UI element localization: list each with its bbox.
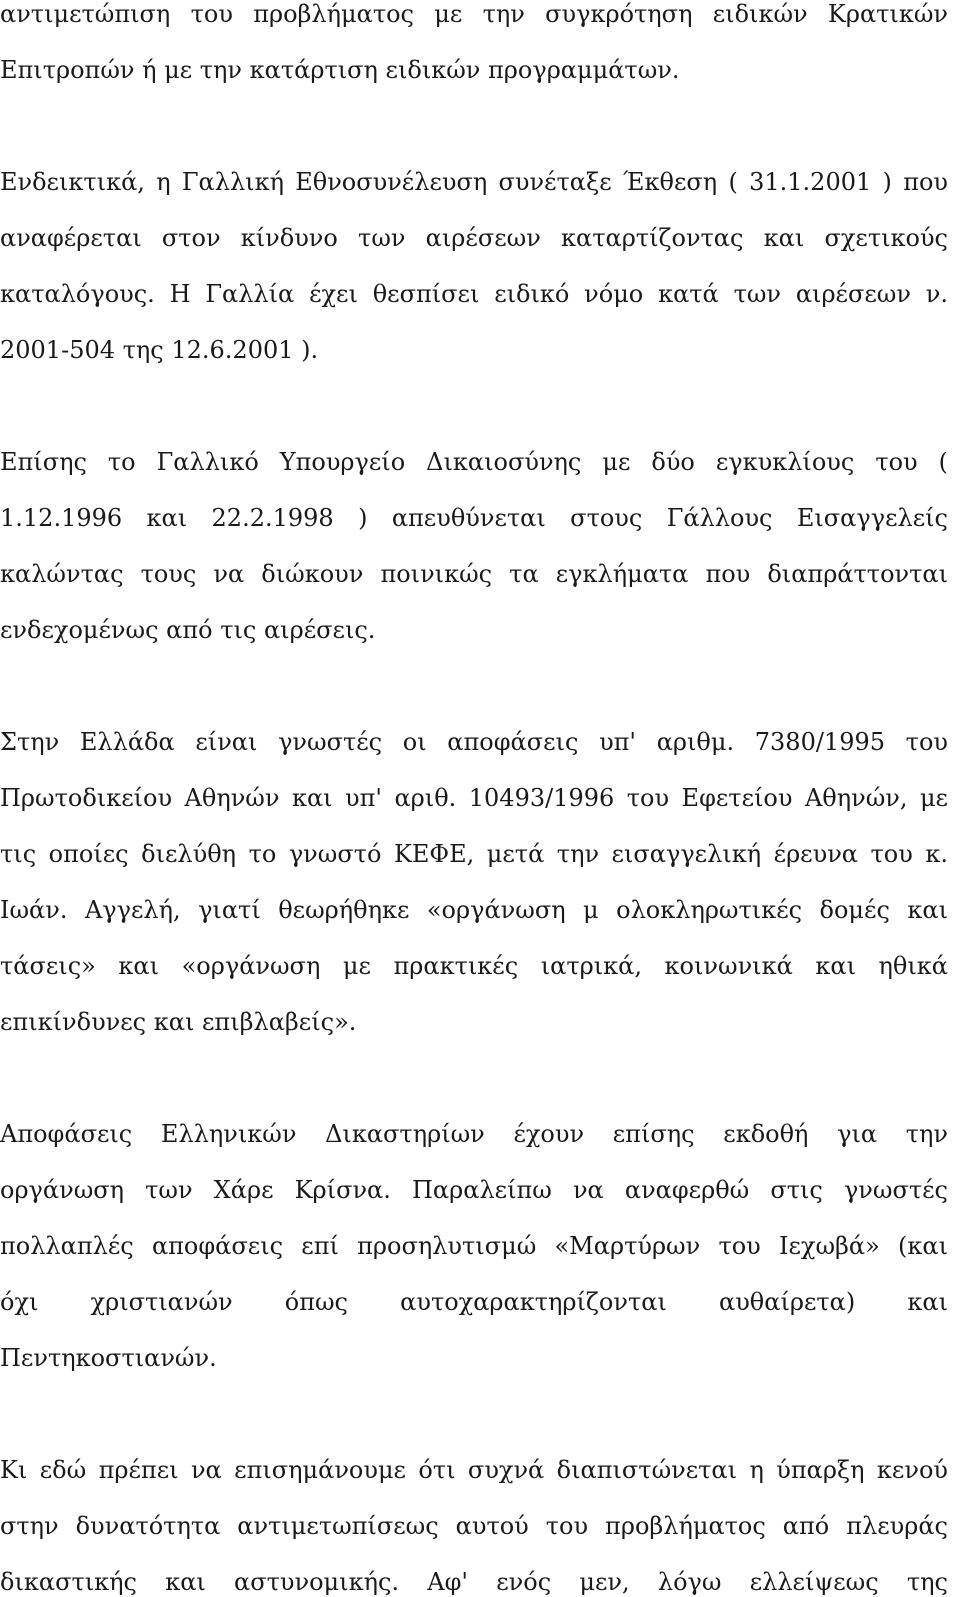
paragraph-2-line-4: 2001-504 της 12.6.2001 ). <box>0 336 319 364</box>
paragraph-3-line-1: Επίσης το Γαλλικό Υπουργείο Δικαιοσύνης με δύο εγκυκλίους του ( <box>0 448 948 476</box>
paragraph-5-line-3: πολλαπλές αποφάσεις επί προσηλυτισμώ «Μαρτύρων του Ιεχωβά» (και <box>0 1232 948 1260</box>
paragraph-1-line-1: αντιμετώπιση του προβλήματος με την συγκρότηση ειδικών Κρατικών <box>0 0 948 28</box>
paragraph-6-line-2: στην δυνατότητα αντιμετωπίσεως αυτού του προβλήματος από πλευράς <box>0 1512 948 1540</box>
paragraph-2-line-2: αναφέρεται στον κίνδυνο των αιρέσεων καταρτίζοντας και σχετικούς <box>0 224 948 252</box>
paragraph-4-line-2: Πρωτοδικείου Αθηνών και υπ' αριθ. 10493/1996 του Εφετείου Αθηνών, με <box>0 784 948 812</box>
paragraph-3-line-3: καλώντας τους να διώκουν ποινικώς τα εγκλήματα που διαπράττονται <box>0 560 948 588</box>
paragraph-2-line-3: καταλόγους. Η Γαλλία έχει θεσπίσει ειδικό νόμο κατά των αιρέσεων ν. <box>0 280 948 308</box>
paragraph-4-line-5: τάσεις» και «οργάνωση με πρακτικές ιατρικά, κοινωνικά και ηθικά <box>0 952 948 980</box>
paragraph-6-line-1: Κι εδώ πρέπει να επισημάνουμε ότι συχνά διαπιστώνεται η ύπαρξη κενού <box>0 1456 948 1484</box>
paragraph-5-line-5: Πεντηκοστιανών. <box>0 1344 217 1372</box>
paragraph-3-line-4: ενδεχομένως από τις αιρέσεις. <box>0 616 376 644</box>
paragraph-4-line-4: Ιωάν. Αγγελή, γιατί θεωρήθηκε «οργάνωση μ ολοκληρωτικές δομές και <box>0 896 948 924</box>
paragraph-4-line-6: επικίνδυνες και επιβλαβείς». <box>0 1008 357 1036</box>
paragraph-5-line-1: Αποφάσεις Ελληνικών Δικαστηρίων έχουν επίσης εκδοθή για την <box>0 1120 948 1148</box>
paragraph-3-line-2: 1.12.1996 και 22.2.1998 ) απευθύνεται στους Γάλλους Εισαγγελείς <box>0 504 948 532</box>
paragraph-1-line-2: Επιτροπών ή με την κατάρτιση ειδικών προγραμμάτων. <box>0 56 680 84</box>
paragraph-4-line-3: τις οποίες διελύθη το γνωστό ΚΕΦΕ, μετά την εισαγγελική έρευνα του κ. <box>0 840 948 868</box>
paragraph-5-line-4: όχι χριστιανών όπως αυτοχαρακτηρίζονται αυθαίρετα) και <box>0 1288 948 1316</box>
paragraph-6-line-3: δικαστικής και αστυνομικής. Αφ' ενός μεν, λόγω ελλείψεως της <box>0 1568 948 1596</box>
paragraph-4-line-1: Στην Ελλάδα είναι γνωστές οι αποφάσεις υπ' αριθμ. 7380/1995 του <box>0 728 948 756</box>
paragraph-2-line-1: Ενδεικτικά, η Γαλλική Εθνοσυνέλευση συνέταξε Έκθεση ( 31.1.2001 ) που <box>0 168 948 196</box>
paragraph-5-line-2: οργάνωση των Χάρε Κρίσνα. Παραλείπω να αναφερθώ στις γνωστές <box>0 1176 948 1204</box>
